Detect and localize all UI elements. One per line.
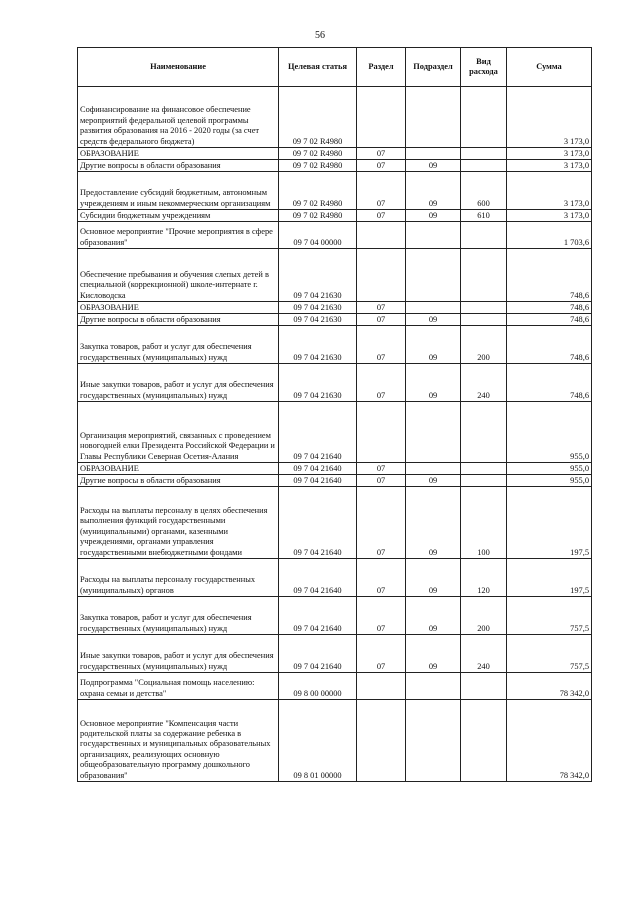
row-target-article: 09 7 02 R4980 (279, 87, 357, 148)
header-target-article: Целевая статья (279, 48, 357, 87)
row-subsection (406, 148, 461, 160)
row-section: 07 (357, 463, 406, 475)
row-target-article: 09 7 04 21630 (279, 302, 357, 314)
row-name: Расходы на выплаты персоналу государственных (муниципальных) органов (78, 559, 279, 597)
row-subsection (406, 402, 461, 463)
row-name: ОБРАЗОВАНИЕ (78, 302, 279, 314)
row-subsection (406, 249, 461, 302)
row-section (357, 700, 406, 782)
row-target-article: 09 7 02 R4980 (279, 160, 357, 172)
page-number: 56 (315, 30, 325, 41)
row-name: Подпрограмма "Социальная помощь населению: охрана семьи и детства" (78, 673, 279, 700)
row-name: Основное мероприятие "Компенсация части родительской платы за содержание ребенка в государственных и муниципальных образовательных организациях, реализующих основную общеобразовательную программу дошкольного образования" (78, 700, 279, 782)
table-row (78, 326, 592, 364)
row-target-article: 09 7 02 R4980 (279, 210, 357, 222)
row-expense-type: 600 (461, 172, 507, 210)
row-target-article: 09 7 02 R4980 (279, 172, 357, 210)
row-target-article: 09 7 04 21640 (279, 559, 357, 597)
row-section: 07 (357, 364, 406, 402)
row-expense-type: 240 (461, 364, 507, 402)
row-sum: 3 173,0 (507, 160, 592, 172)
header-section: Раздел (357, 48, 406, 87)
row-expense-type: 200 (461, 326, 507, 364)
header-expense-type: Вид расхода (461, 48, 507, 87)
row-name: ОБРАЗОВАНИЕ (78, 463, 279, 475)
row-subsection: 09 (406, 364, 461, 402)
row-section: 07 (357, 160, 406, 172)
row-name: Другие вопросы в области образования (78, 160, 279, 172)
row-expense-type: 200 (461, 597, 507, 635)
row-sum: 748,6 (507, 326, 592, 364)
row-sum: 757,5 (507, 597, 592, 635)
row-sum: 955,0 (507, 475, 592, 487)
row-section: 07 (357, 487, 406, 559)
row-sum: 78 342,0 (507, 700, 592, 782)
row-subsection: 09 (406, 559, 461, 597)
row-section: 07 (357, 635, 406, 673)
table-row (78, 302, 592, 314)
row-sum: 748,6 (507, 302, 592, 314)
row-expense-type: 610 (461, 210, 507, 222)
row-sum: 3 173,0 (507, 210, 592, 222)
row-sum: 197,5 (507, 559, 592, 597)
row-sum: 3 173,0 (507, 172, 592, 210)
row-subsection: 09 (406, 172, 461, 210)
row-name: Обеспечение пребывания и обучения слепых детей в специальной (коррекционной) школе-интернате г. Кисловодска (78, 249, 279, 302)
row-target-article: 09 7 04 21640 (279, 635, 357, 673)
row-name: Другие вопросы в области образования (78, 475, 279, 487)
row-expense-type (461, 87, 507, 148)
row-expense-type (461, 160, 507, 172)
row-sum: 197,5 (507, 487, 592, 559)
row-expense-type (461, 222, 507, 249)
table-row (78, 635, 592, 673)
table-row (78, 597, 592, 635)
row-section (357, 402, 406, 463)
table-row (78, 210, 592, 222)
row-subsection (406, 302, 461, 314)
row-name: ОБРАЗОВАНИЕ (78, 148, 279, 160)
row-target-article: 09 7 04 21640 (279, 463, 357, 475)
row-name: Иные закупки товаров, работ и услуг для обеспечения государственных (муниципальных) нужд (78, 364, 279, 402)
table-row (78, 222, 592, 249)
row-subsection (406, 673, 461, 700)
table-row (78, 249, 592, 302)
row-section: 07 (357, 302, 406, 314)
row-target-article: 09 7 04 21630 (279, 364, 357, 402)
table-row (78, 364, 592, 402)
row-section: 07 (357, 475, 406, 487)
row-sum: 748,6 (507, 314, 592, 326)
row-subsection (406, 87, 461, 148)
row-sum: 3 173,0 (507, 87, 592, 148)
header-name: Наименование (78, 48, 279, 87)
table-row (78, 160, 592, 172)
row-name: Софинансирование на финансовое обеспечение мероприятий федеральной целевой программы развития образования на 2016 - 2020 годы (за счет средств федерального бюджета) (78, 87, 279, 148)
row-section (357, 87, 406, 148)
table-row (78, 673, 592, 700)
row-target-article: 09 7 04 21640 (279, 487, 357, 559)
table-row (78, 559, 592, 597)
row-subsection: 09 (406, 487, 461, 559)
table-row (78, 172, 592, 210)
row-expense-type (461, 673, 507, 700)
row-sum: 78 342,0 (507, 673, 592, 700)
row-section: 07 (357, 210, 406, 222)
table-row (78, 314, 592, 326)
row-section: 07 (357, 172, 406, 210)
row-section (357, 673, 406, 700)
row-expense-type: 120 (461, 559, 507, 597)
row-subsection: 09 (406, 314, 461, 326)
row-name: Организация мероприятий, связанных с проведением новогодней елки Президента Российской Федерации и Главы Республики Северная Осетия-Алания (78, 402, 279, 463)
row-sum: 955,0 (507, 463, 592, 475)
row-target-article: 09 7 02 R4980 (279, 148, 357, 160)
row-section: 07 (357, 597, 406, 635)
row-target-article: 09 7 04 21630 (279, 314, 357, 326)
row-subsection: 09 (406, 597, 461, 635)
row-expense-type: 240 (461, 635, 507, 673)
row-section: 07 (357, 559, 406, 597)
row-target-article: 09 7 04 21640 (279, 402, 357, 463)
row-sum: 748,6 (507, 364, 592, 402)
row-expense-type (461, 402, 507, 463)
row-sum: 955,0 (507, 402, 592, 463)
table-row (78, 148, 592, 160)
row-target-article: 09 7 04 21640 (279, 475, 357, 487)
table-row (78, 87, 592, 148)
row-target-article: 09 8 01 00000 (279, 700, 357, 782)
row-target-article: 09 8 00 00000 (279, 673, 357, 700)
table-row (78, 487, 592, 559)
row-expense-type (461, 249, 507, 302)
row-name: Расходы на выплаты персоналу в целях обеспечения выполнения функций государственными (муниципальными) органами, казенными учреждениями, органами управления государственными внебюджетными фондами (78, 487, 279, 559)
row-name: Закупка товаров, работ и услуг для обеспечения государственных (муниципальных) нужд (78, 326, 279, 364)
row-name: Другие вопросы в области образования (78, 314, 279, 326)
row-section: 07 (357, 148, 406, 160)
table-row (78, 700, 592, 782)
table-row (78, 475, 592, 487)
row-subsection: 09 (406, 160, 461, 172)
row-subsection (406, 700, 461, 782)
table-row (78, 463, 592, 475)
row-target-article: 09 7 04 21640 (279, 597, 357, 635)
row-target-article: 09 7 04 21630 (279, 249, 357, 302)
row-section: 07 (357, 326, 406, 364)
row-name: Основное мероприятие "Прочие мероприятия в сфере образования" (78, 222, 279, 249)
row-section: 07 (357, 314, 406, 326)
row-name: Иные закупки товаров, работ и услуг для обеспечения государственных (муниципальных) нужд (78, 635, 279, 673)
row-subsection: 09 (406, 210, 461, 222)
row-expense-type (461, 475, 507, 487)
row-section (357, 222, 406, 249)
row-sum: 748,6 (507, 249, 592, 302)
row-subsection: 09 (406, 635, 461, 673)
row-expense-type (461, 148, 507, 160)
row-subsection: 09 (406, 475, 461, 487)
budget-table (77, 47, 592, 782)
row-target-article: 09 7 04 00000 (279, 222, 357, 249)
row-name: Предоставление субсидий бюджетным, автономным учреждениям и иным некоммерческим организациям (78, 172, 279, 210)
header-subsection: Подраздел (406, 48, 461, 87)
row-subsection (406, 463, 461, 475)
row-sum: 1 703,6 (507, 222, 592, 249)
row-target-article: 09 7 04 21630 (279, 326, 357, 364)
row-sum: 757,5 (507, 635, 592, 673)
row-expense-type (461, 314, 507, 326)
row-name: Закупка товаров, работ и услуг для обеспечения государственных (муниципальных) нужд (78, 597, 279, 635)
row-name: Субсидии бюджетным учреждениям (78, 210, 279, 222)
row-expense-type: 100 (461, 487, 507, 559)
table-row (78, 402, 592, 463)
header-sum: Сумма (507, 48, 592, 87)
table-header-row (78, 48, 592, 87)
row-expense-type (461, 302, 507, 314)
row-sum: 3 173,0 (507, 148, 592, 160)
row-section (357, 249, 406, 302)
row-expense-type (461, 463, 507, 475)
row-subsection (406, 222, 461, 249)
row-subsection: 09 (406, 326, 461, 364)
row-expense-type (461, 700, 507, 782)
